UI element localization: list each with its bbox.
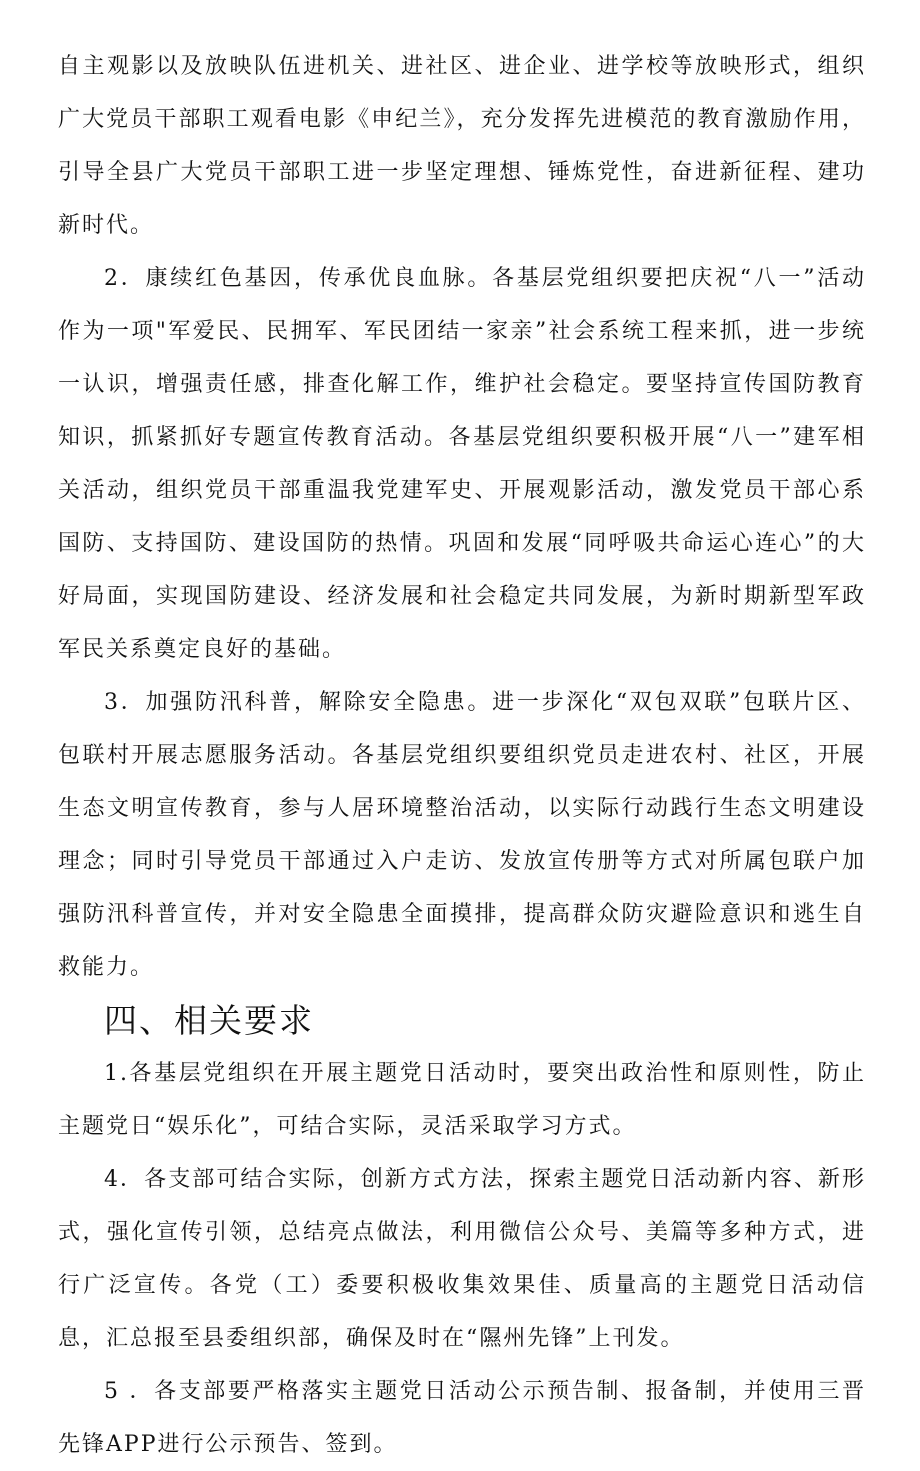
paragraph-item-3-flood-prevention: 3．加强防汛科普，解除安全隐患。进一步深化“双包双联”包联片区、包联村开展志愿服务活动。各基层党组织要组织党员走进农村、社区，开展生态文明宣传教育，参与人居环境整治活动，以实际行动践行生态文明建设理念；同时引导党员干部通过入户走访、发放宣传册等方式对所属包联户加强防汛科普宣传，并对安全隐患全面摸排，提高群众防灾避险意识和逃生自救能力。	[58, 690, 866, 980]
document-body	[58, 40, 866, 1471]
paragraph-requirement-1: 1.各基层党组织在开展主题党日活动时，要突出政治性和原则性，防止主题党日“娱乐化”，可结合实际，灵活采取学习方式。	[58, 1061, 866, 1139]
paragraph-requirement-5: 5 ．各支部要严格落实主题党日活动公示预告制、报备制，并使用三晋先锋APP进行公示预告、签到。	[58, 1379, 866, 1457]
paragraph-item-2-red-gene: 2．康续红色基因，传承优良血脉。各基层党组织要把庆祝“八一”活动作为一项"军爱民、民拥军、军民团结一家亲”社会系统工程来抓，进一步统一认识，增强责任感，排查化解工作，维护社会稳定。要坚持宣传国防教育知识，抓紧抓好专题宣传教育活动。各基层党组织要积极开展“八一”建军相关活动，组织党员干部重温我党建军史、开展观影活动，激发党员干部心系国防、支持国防、建设国防的热情。巩固和发展“同呼吸共命运心连心”的大好局面，实现国防建设、经济发展和社会稳定共同发展，为新时期新型军政军民关系奠定良好的基础。	[58, 266, 866, 662]
paragraph-film-viewing: 自主观影以及放映队伍进机关、进社区、进企业、进学校等放映形式，组织广大党员干部职工观看电影《申纪兰》，充分发挥先进模范的教育激励作用，引导全县广大党员干部职工进一步坚定理想、锤炼党性，奋进新征程、建功新时代。	[58, 54, 866, 238]
section-heading-requirements: 四、相关要求	[104, 1001, 314, 1040]
paragraph-requirement-4: 4．各支部可结合实际，创新方式方法，探索主题党日活动新内容、新形式，强化宣传引领，总结亮点做法，利用微信公众号、美篇等多种方式，进行广泛宣传。各党（工）委要积极收集效果佳、质量高的主题党日活动信息，汇总报至县委组织部，确保及时在“隰州先锋”上刊发。	[58, 1167, 866, 1351]
